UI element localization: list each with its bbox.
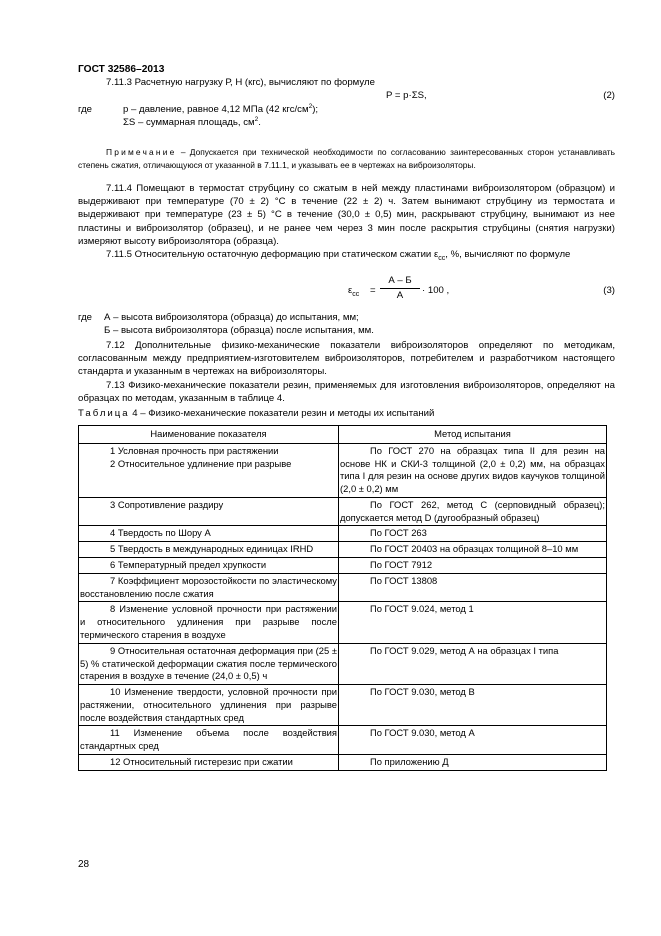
formula-3 <box>78 274 615 308</box>
formula-3-multiplier: · 100 , <box>422 284 450 296</box>
indicator-cell: 11 Изменение объема после воздействия стандартных сред <box>79 726 339 755</box>
header-test-method: Метод испытания <box>339 426 607 444</box>
formula-3-denominator: А <box>396 289 404 301</box>
indicator-cell: 3 Сопротивление раздиру <box>79 497 339 526</box>
indicator-cell: 10 Изменение твердости, условной прочности при растяжении, относительного удлинения при разрыве после воздействия стандартных сред <box>79 685 339 726</box>
definition-a: А – высота виброизолятора (образца) до испытания, мм; <box>104 311 359 323</box>
table-row <box>79 497 607 526</box>
section-7-13-text: 7.13 Физико-механические показатели резин, применяемых для изготовления виброизоляторов, определяют на образцах по методам, указанным в таблице 4. <box>78 380 615 405</box>
indicator-cell: 9 Относительная остаточная деформация при (25 ± 5) % статической деформации сжатия после термического старения в воздухе в течение (24,0 ± 0,5) ч <box>79 643 339 684</box>
formula-3-equals: = <box>370 284 376 296</box>
method-cell: По ГОСТ 9.029, метод А на образцах I типа <box>339 643 607 684</box>
section-7-12-text: 7.12 Дополнительные физико-механические показатели виброизоляторов определяют по методикам, согласованным между предприятием-изготовителем виброизоляторов, потребителем и разработчиком настоящего стандарта и указанным в чертежах на виброизоляторы. <box>78 340 615 378</box>
section-7-11-4-text: 7.11.4 Помещают в термостат струбцину со сжатым в ней между пластинами виброизолятором (образцом) и выдерживают при температуре (70 ± 2) °С в течение (22 ± 2) ч. Затем вынимают струбцину из термостата и выдерживают при температуре (23 ± 5) °С в течение (30,0 ± 0,5) мин, раскрывают струбцину, вынимают из нее пластины и виброизолятор (образец), и не ранее чем через 3 мин после раскрытия струбцины (снятия нагрузки) измеряют высоту виброизолятора (образца). <box>78 183 615 247</box>
where-label: где <box>78 104 93 116</box>
table-caption-text: 4 – Физико-механические показатели резин и методы их испытаний <box>129 408 435 419</box>
where-line-a <box>78 311 615 324</box>
indicator-cell: 12 Относительный гистерезис при сжатии <box>79 754 339 770</box>
section-7-11-3 <box>78 76 615 129</box>
where-line-s <box>78 116 615 129</box>
method-cell: По приложению Д <box>339 754 607 770</box>
where-label-2: где <box>78 311 93 323</box>
method-cell: По ГОСТ 270 на образцах типа II для резин на основе НК и СКИ-3 толщиной (2,0 ± 0,2) мм, на образцах типа I для резин на основе других видов каучуков толщиной (2,0 ± 0,2) мм <box>339 443 607 497</box>
indicator-cell: 8 Изменение условной прочности при растяжении и относительного удлинения при разрыве после термического старения в воздухе <box>79 602 339 643</box>
table-row <box>79 754 607 770</box>
table-header-row <box>79 426 607 444</box>
table-row <box>79 685 607 726</box>
table-row <box>79 443 607 497</box>
method-cell: По ГОСТ 7912 <box>339 558 607 574</box>
indicator-cell: 6 Температурный предел хрупкости <box>79 558 339 574</box>
page-number: 28 <box>78 859 90 870</box>
standard-header: ГОСТ 32586–2013 <box>78 64 165 75</box>
table-row <box>79 526 607 542</box>
table-caption <box>78 407 618 420</box>
note-block <box>78 146 615 171</box>
where-line-b <box>78 324 615 337</box>
method-cell: По ГОСТ 13808 <box>339 573 607 602</box>
section-7-11-4 <box>78 182 615 248</box>
indicator-cell: 4 Твердость по Шору А <box>79 526 339 542</box>
indicator-cell: 5 Твердость в международных единицах IRHD <box>79 542 339 558</box>
method-cell: По ГОСТ 9.024, метод 1 <box>339 602 607 643</box>
formula-2-number: (2) <box>603 90 615 102</box>
method-cell: По ГОСТ 9.030, метод А <box>339 726 607 755</box>
method-cell: По ГОСТ 263 <box>339 526 607 542</box>
indicator-cell: 1 Условная прочность при растяжении 2 Относительное удлинение при разрыве <box>79 443 339 497</box>
table-row <box>79 573 607 602</box>
formula-2 <box>78 89 615 103</box>
definition-p: р – давление, равное 4,12 МПа (42 кгс/$см^2$); <box>123 103 319 116</box>
where-line-p <box>78 103 615 116</box>
table-row <box>79 558 607 574</box>
section-7-12 <box>78 339 615 379</box>
indicator-cell: 7 Коэффициент морозостойкости по эластическому восстановлению после сжатия <box>79 573 339 602</box>
section-7-11-5 <box>78 248 615 337</box>
section-7-13 <box>78 379 615 405</box>
formula-2-expression: P = p·ΣS, <box>386 90 427 102</box>
table-row <box>79 643 607 684</box>
formula-3-numerator: А – Б <box>380 274 420 289</box>
formula-3-epsilon: $\varepsilon_{сс}$ <box>348 284 360 298</box>
definition-b: Б – высота виброизолятора (образца) после испытания, мм. <box>104 324 374 336</box>
section-7-11-3-text: 7.11.3 Расчетную нагрузку Р, Н (кгс), вычисляют по формуле <box>106 77 375 88</box>
note-text: – Допускается при технической необходимости по согласованию заинтересованных сторон устанавливать степень сжатия, отличающуюся от указанной в 7.11.1, и указывать ее в чертежах на виброизоляторы. <box>78 147 615 170</box>
method-cell: По ГОСТ 262, метод С (серповидный образец); допускается метод D (дугообразный образец) <box>339 497 607 526</box>
method-cell: По ГОСТ 9.030, метод В <box>339 685 607 726</box>
formula-3-fraction <box>380 274 420 302</box>
table-row <box>79 542 607 558</box>
section-7-11-5-text: 7.11.5 Относительную остаточную деформацию при статическом сжатии $\varepsilon_{сс}$, %, вычисляют по формуле <box>106 249 571 262</box>
table-row <box>79 602 607 643</box>
properties-table <box>78 425 607 771</box>
definition-s: ΣS – суммарная площадь, $см^2$. <box>123 116 261 129</box>
table-caption-label: Таблица <box>78 408 130 419</box>
table-row <box>79 726 607 755</box>
formula-3-number: (3) <box>603 284 615 296</box>
note-label: Примечание <box>106 147 177 157</box>
header-indicator-name: Наименование показателя <box>79 426 339 444</box>
method-cell: По ГОСТ 20403 на образцах толщиной 8–10 мм <box>339 542 607 558</box>
